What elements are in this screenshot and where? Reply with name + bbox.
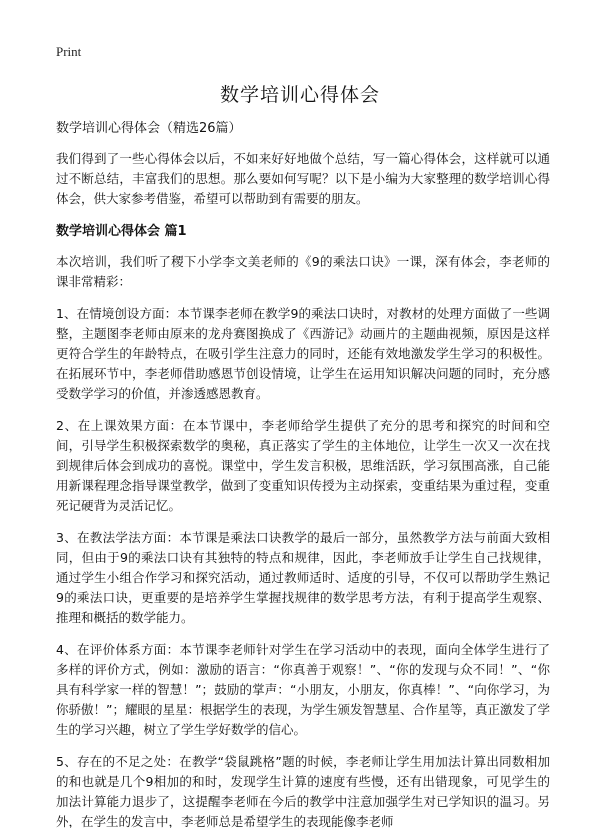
article-body — [56, 118, 550, 828]
intro-paragraph: 我们得到了一些心得体会以后，不如来好好地做个总结，写一篇心得体会，这样就可以通过不断总结，丰富我们的思想。那么要如何写呢？以下是小编为大家整理的数学培训心得体会，供大家参考借鉴，希望可以帮助到有需要的朋友。 — [56, 151, 550, 206]
page-title: 数学培训心得体会 — [219, 84, 380, 106]
section-heading: 数学培训心得体会 篇1 — [56, 224, 187, 239]
paragraph-opening: 本次培训，我们听了稷下小学李文美老师的《9的乘法口诀》一课，深有体会，李老师的课非常精彩： — [56, 254, 550, 289]
article-subtitle: 数学培训心得体会（精选26篇） — [56, 121, 242, 136]
paragraph-evaluation: 4、在评价体系方面：本节课李老师针对学生在学习活动中的表现，面向全体学生进行了多样的评价方式，例如：激励的语言：“你真善于观察！”、“你的发现与众不同！”、“你具有科学家一样的智慧！”；鼓励的掌声：“小朋友，小朋友，你真棒！”、“向你学习，为你骄傲！”；耀眼的星星：根据学生的表现，为学生颁发智慧星、合作星等，真正激发了学生的学习兴趣，树立了学生学好数学的信心。 — [56, 642, 550, 737]
print-link[interactable]: Print — [56, 44, 82, 59]
paragraph-method: 3、在教法学法方面：本节课是乘法口诀教学的最后一部分，虽然教学方法与前面大致相同，但由于9的乘法口诀有其独特的特点和规律，因此，李老师放手让学生自己找规律，通过学生小组合作学习和探究活动，通过教师适时、适度的引导，不仅可以帮助学生熟记9的乘法口诀，更重要的是培养学生掌握找规律的数学思考方法，有利于提高学生观察、推理和概括的数学能力。 — [56, 530, 550, 625]
paragraph-scenario: 1、在情境创设方面：本节课李老师在教学9的乘法口诀时，对教材的处理方面做了一些调整，主题图李老师由原来的龙舟赛图换成了《西游记》动画片的主题曲视频，原因是这样更符合学生的年龄特点，在吸引学生注意力的同时，还能有效地激发学生学习的积极性。在拓展环节中，李老师借助感恩节创设情境，让学生在运用知识解决问题的同时，充分感受数学学习的价值，并渗透感恩教育。 — [56, 306, 550, 401]
paragraph-effect: 2、在上课效果方面：在本节课中，李老师给学生提供了充分的思考和探究的时间和空间，引导学生积极探索数学的奥秘，真正落实了学生的主体地位，让学生一次又一次在找到规律后体会到成功的喜悦。课堂中，学生发言积极，思维活跃，学习氛围高涨，自己能用新课程理念指导课堂教学，做到了变重知识传授为主动探索，变重结果为重过程，变重死记硬背为灵活记忆。 — [56, 418, 550, 513]
paragraph-shortcomings: 5、存在的不足之处：在教学“袋鼠跳格”题的时候，李老师让学生用加法计算出同数相加的和也就是几个9相加的和时，发现学生计算的速度有些慢，还有出错现象，可见学生的加法计算能力退步了，这提醒李老师在今后的教学中注意加强学生对已学知识的温习。另外，在学生的发言中，李老师总是希望学生的表现能像李老师 — [56, 754, 550, 828]
